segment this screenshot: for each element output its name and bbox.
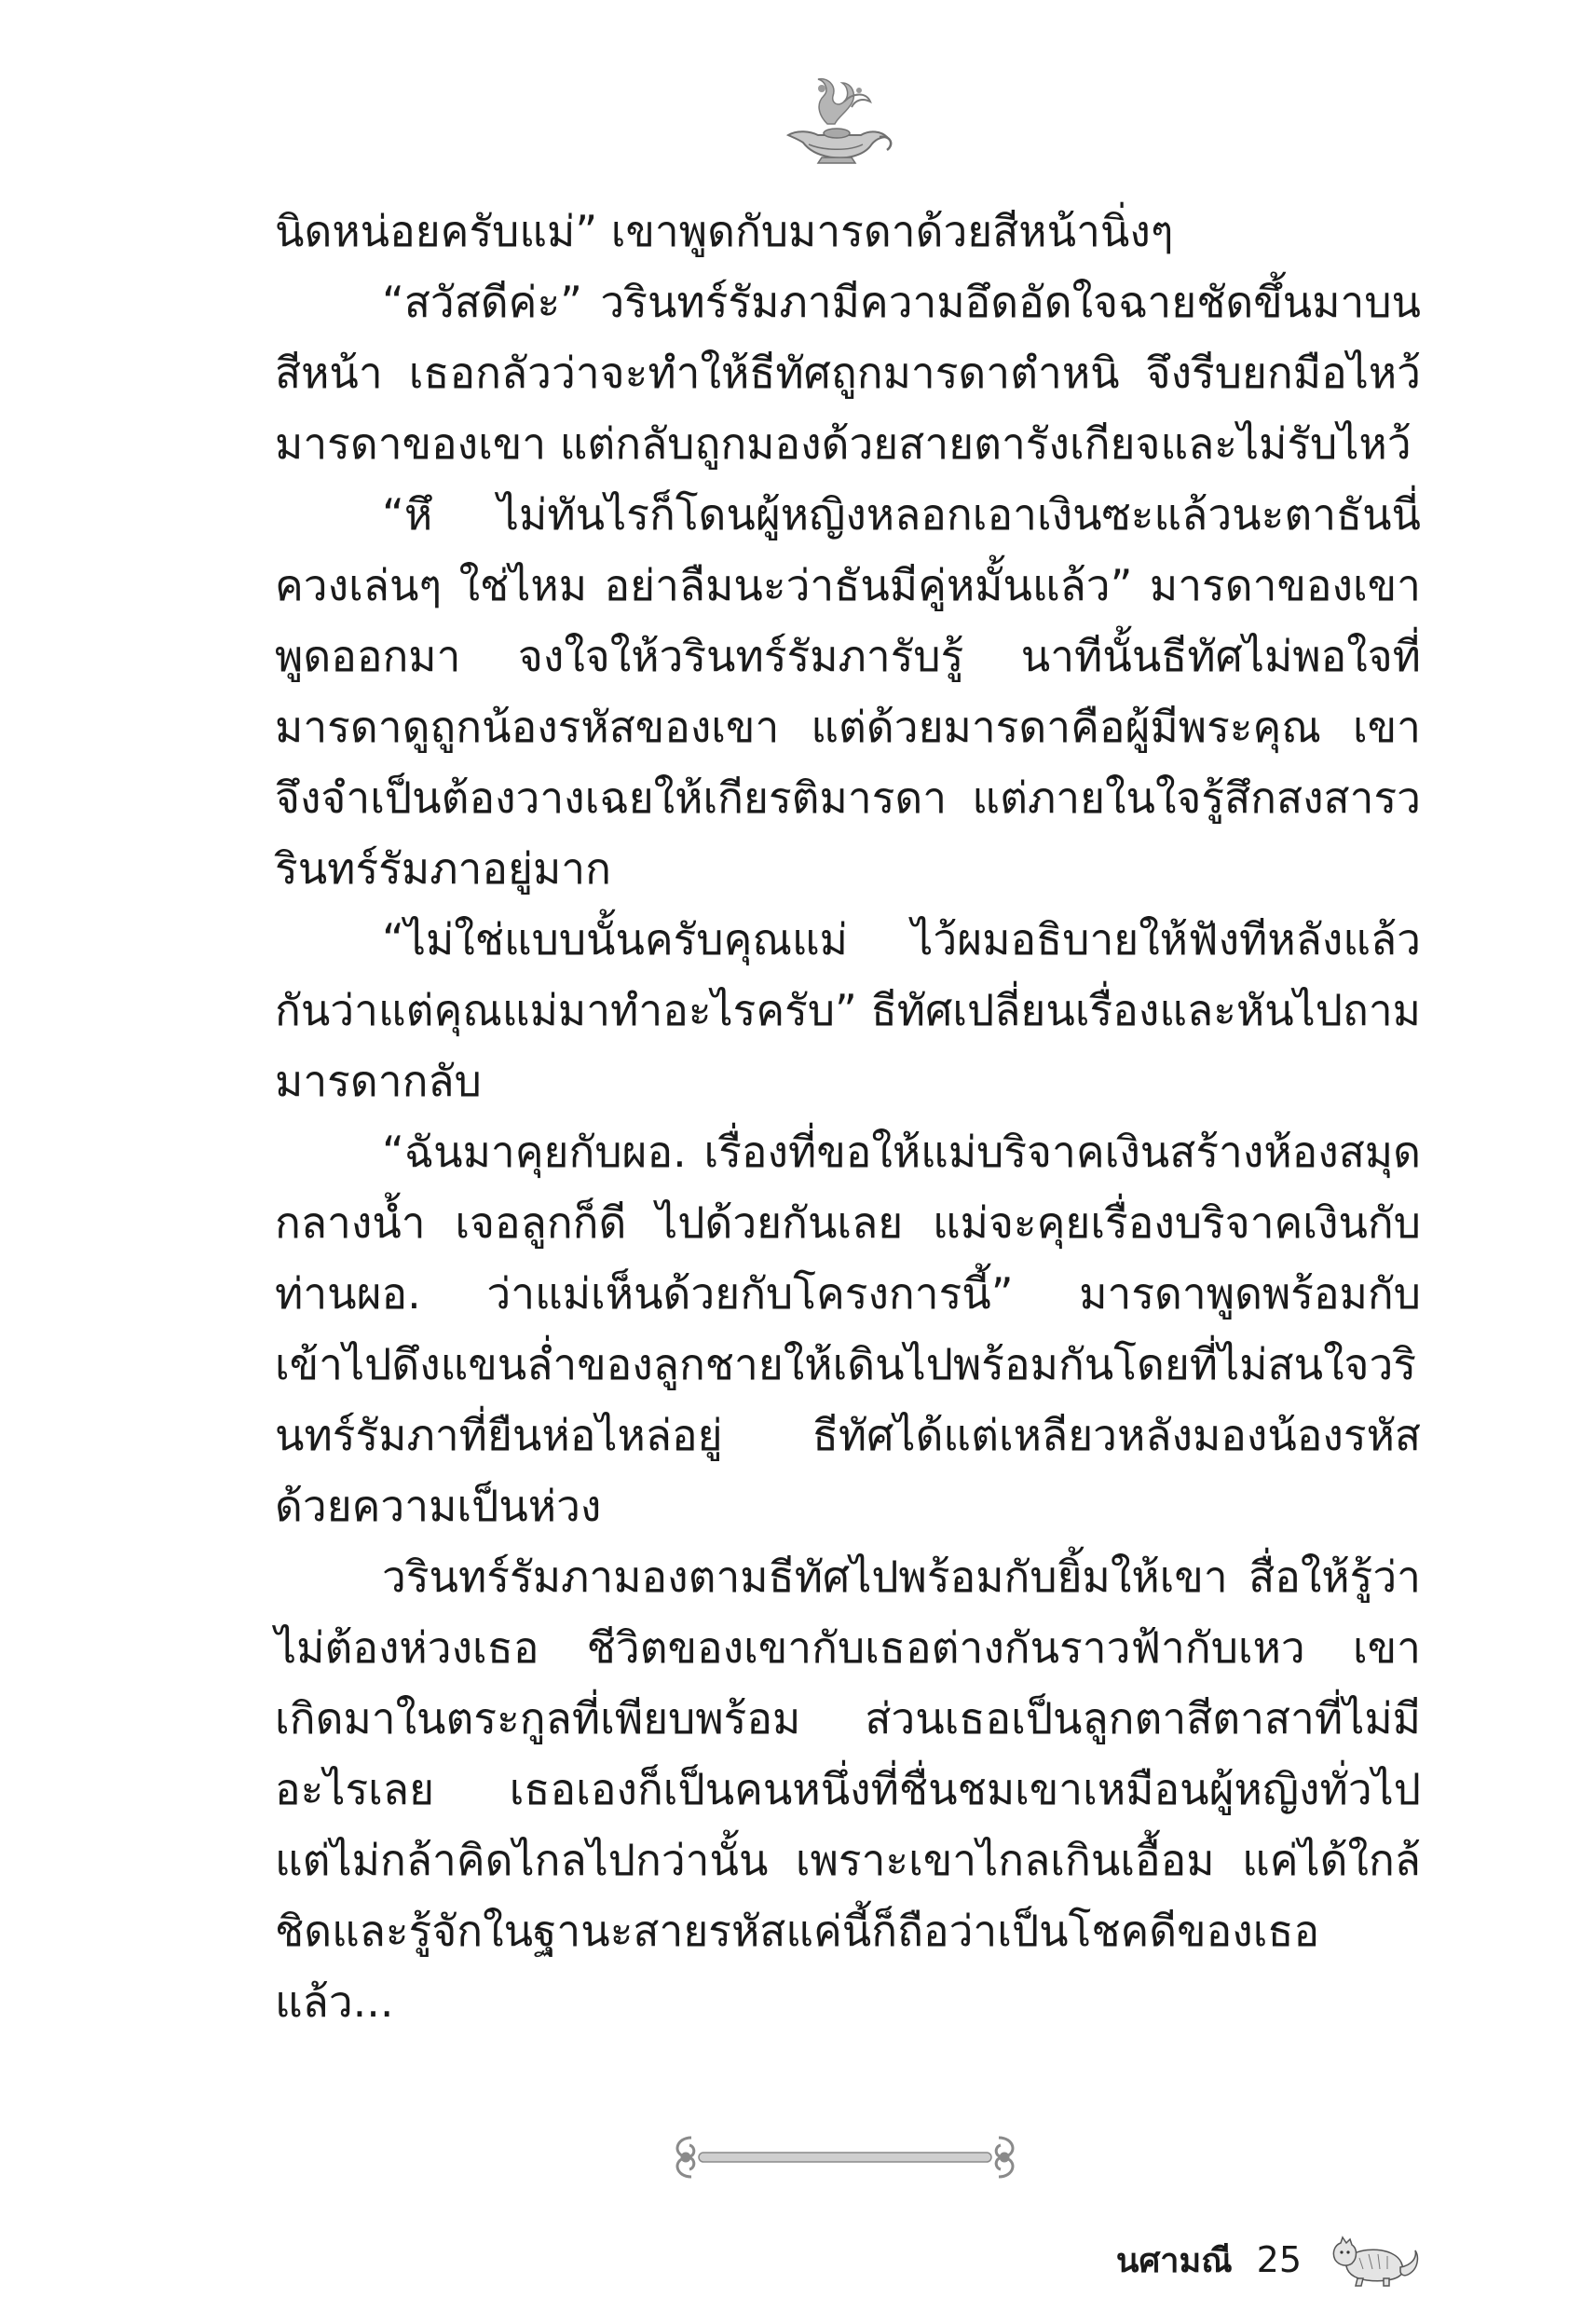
page-number: 25	[1256, 2239, 1302, 2280]
cat-logo-icon	[1326, 2232, 1419, 2288]
paragraph-2: “สวัสดีค่ะ” วรินทร์รัมภามีความอึดอัดใจฉายชัดขึ้นมาบนสีหน้า เธอกลัวว่าจะทำให้ธีทัศถูกมารดาตำหนิ จึงรีบยกมือไหว้มารดาของเขา แต่กลับถูกมองด้วยสายตารังเกียจและไม่รับไหว้	[275, 277, 1421, 469]
paragraph-5: “ฉันมาคุยกับผอ. เรื่องที่ขอให้แม่บริจาคเงินสร้างห้องสมุดกลางน้ำ เจอลูกก็ดี ไปด้วยกันเลย แม่จะคุยเรื่องบริจาคเงินกับท่านผอ. ว่าแม่เห็นด้วยกับโครงการนี้” มารดาพูดพร้อมกับเข้าไปดึงแขนล่ำของลูกชายให้เดินไปพร้อมกันโดยที่ไม่สนใจวรินทร์รัมภาที่ยืนห่อไหล่อยู่ ธีทัศได้แต่เหลียวหลังมองน้องรหัสด้วยความเป็นห่วง	[275, 1127, 1421, 1531]
scroll-ornament-divider	[663, 2125, 1027, 2190]
body-text	[275, 196, 1421, 2037]
paragraph-1: นิดหน่อยครับแม่” เขาพูดกับมารดาด้วยสีหน้านิ่งๆ	[275, 206, 1174, 256]
book-title: นศามณี	[1115, 2241, 1233, 2280]
page-footer	[1116, 2232, 1419, 2288]
paragraph-4: “ไม่ใช่แบบนั้นครับคุณแม่ ไว้ผมอธิบายให้ฟังทีหลังแล้วกันว่าแต่คุณแม่มาทำอะไรครับ” ธีทัศเปลี่ยนเรื่องและหันไปถามมารดากลับ	[275, 914, 1421, 1106]
genie-lamp-icon	[770, 70, 900, 168]
paragraph-3: “หึ ไม่ทันไรก็โดนผู้หญิงหลอกเอาเงินซะแล้วนะตาธันนี่ควงเล่นๆ ใช่ไหม อย่าลืมนะว่าธันมีคู่หมั้นแล้ว” มารดาของเขาพูดออกมา จงใจให้วรินทร์รัมภารับรู้ นาทีนั้นธีทัศไม่พอใจที่มารดาดูถูกน้องรหัสของเขา แต่ด้วยมารดาคือผู้มีพระคุณ เขาจึงจำเป็นต้องวางเฉยให้เกียรติมารดา แต่ภายในใจรู้สึกสงสารวรินทร์รัมภาอยู่มาก	[275, 489, 1421, 894]
paragraph-6: วรินทร์รัมภามองตามธีทัศไปพร้อมกับยิ้มให้เขา สื่อให้รู้ว่าไม่ต้องห่วงเธอ ชีวิตของเขากับเธอต่างกันราวฟ้ากับเหว เขาเกิดมาในตระกูลที่เพียบพร้อม ส่วนเธอเป็นลูกตาสีตาสาที่ไม่มีอะไรเลย เธอเองก็เป็นคนหนึ่งที่ชื่นชมเขาเหมือนผู้หญิงทั่วไป แต่ไม่กล้าคิดไกลไปกว่านั้น เพราะเขาไกลเกินเอื้อม แค่ได้ใกล้ชิดและรู้จักในฐานะสายรหัสแค่นี้ก็ถือว่าเป็นโชคดีของเธอแล้ว...	[275, 1552, 1421, 2027]
